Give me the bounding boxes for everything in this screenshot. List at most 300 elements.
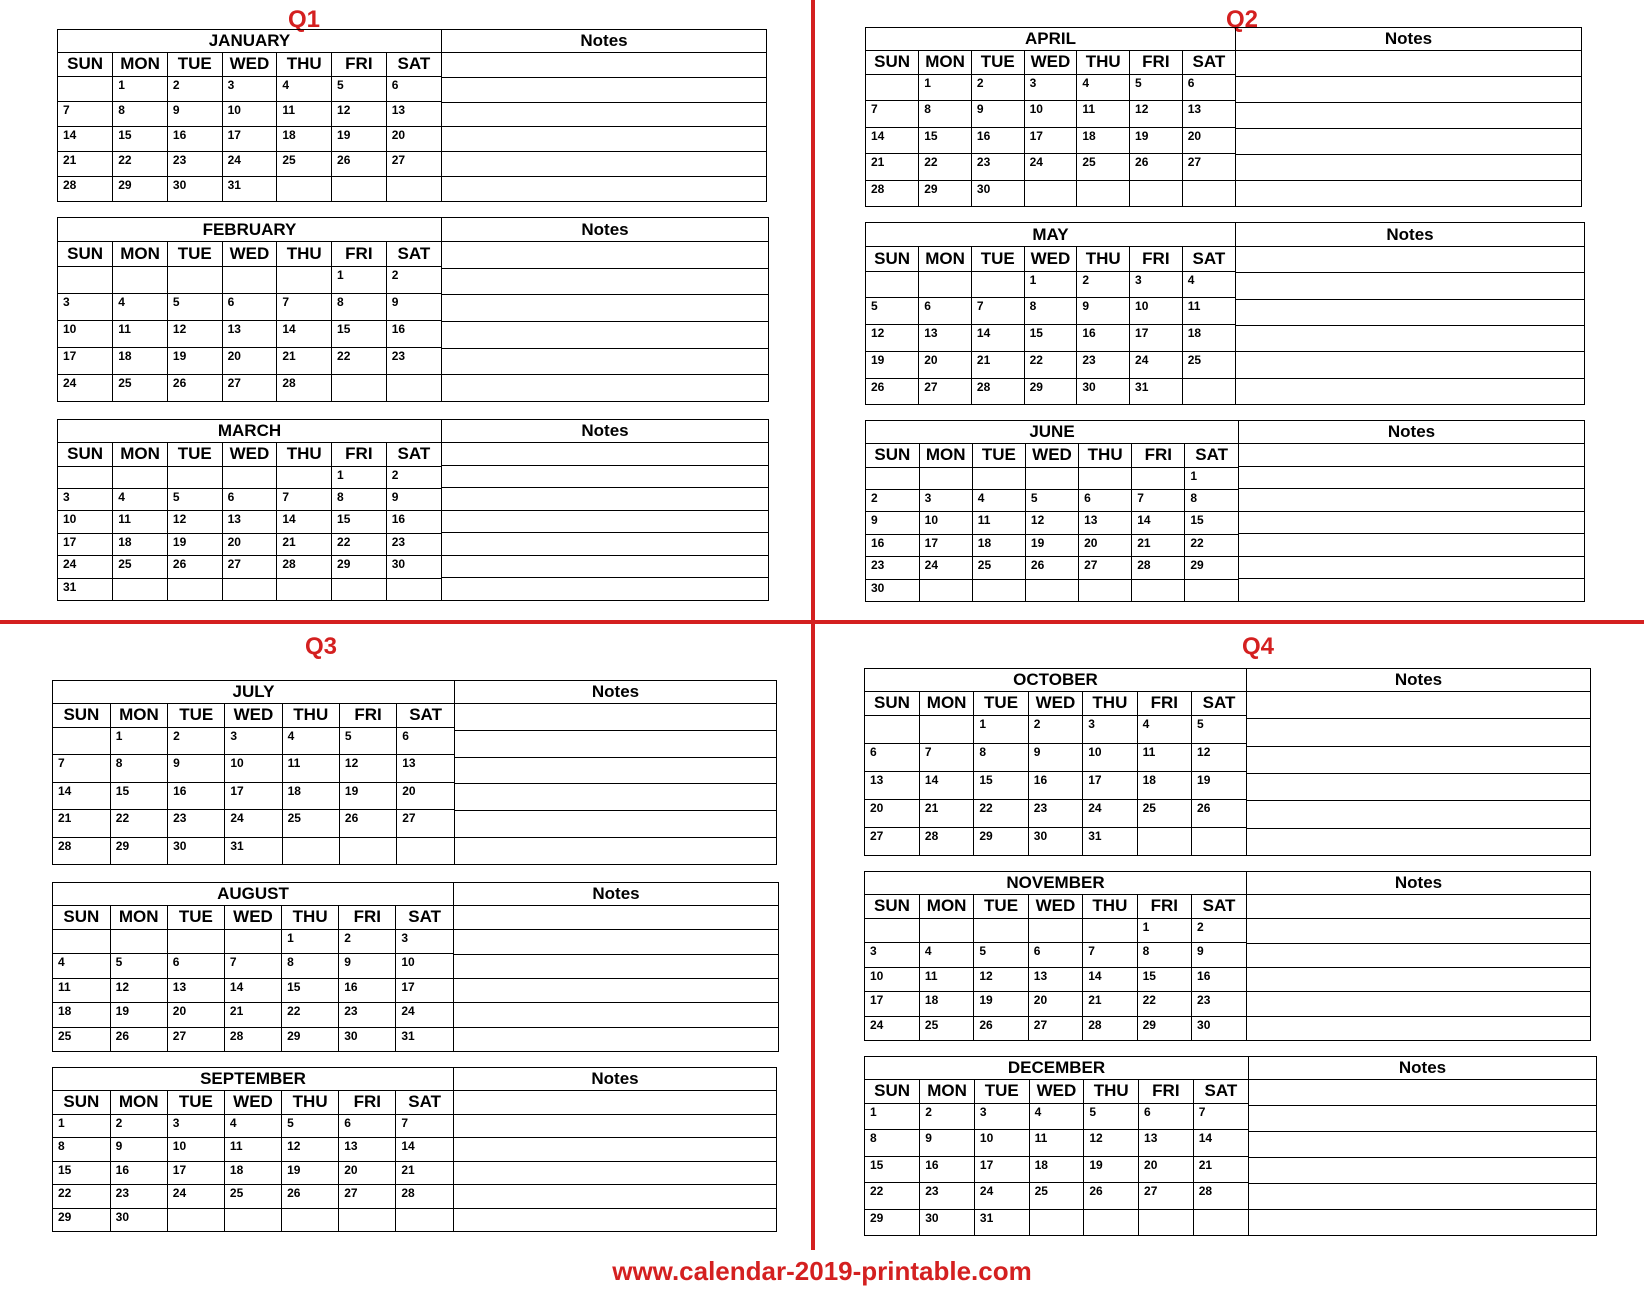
- day-cell[interactable]: 11: [1137, 743, 1191, 771]
- day-cell[interactable]: 2: [110, 1114, 167, 1138]
- day-cell[interactable]: 16: [1028, 771, 1082, 799]
- day-cell[interactable]: 26: [974, 1016, 1028, 1040]
- day-cell[interactable]: 29: [110, 837, 167, 864]
- day-cell[interactable]: 14: [53, 782, 110, 810]
- notes-line[interactable]: [454, 1028, 778, 1051]
- day-cell[interactable]: 19: [974, 992, 1028, 1017]
- day-cell[interactable]: 25: [282, 810, 339, 838]
- day-cell[interactable]: 10: [225, 755, 282, 783]
- day-cell[interactable]: 7: [58, 101, 113, 126]
- day-cell[interactable]: 1: [1137, 918, 1191, 943]
- day-cell[interactable]: 27: [167, 1027, 224, 1051]
- day-cell[interactable]: 23: [339, 1003, 396, 1028]
- day-cell[interactable]: 2: [386, 466, 441, 488]
- notes-line[interactable]: [1249, 1132, 1596, 1158]
- day-cell[interactable]: 14: [1132, 512, 1185, 534]
- notes-line[interactable]: [454, 1209, 776, 1232]
- day-cell[interactable]: 26: [332, 151, 387, 176]
- day-cell[interactable]: 17: [1130, 325, 1183, 352]
- day-cell[interactable]: 26: [866, 378, 919, 404]
- day-cell[interactable]: 28: [919, 828, 973, 855]
- day-cell[interactable]: 22: [919, 154, 972, 181]
- day-cell[interactable]: 26: [339, 810, 396, 838]
- notes-line[interactable]: [442, 127, 766, 152]
- day-cell[interactable]: 23: [386, 347, 441, 374]
- notes-area-march[interactable]: [442, 420, 768, 600]
- day-cell[interactable]: 17: [1024, 127, 1077, 154]
- notes-line[interactable]: [442, 511, 768, 534]
- notes-line[interactable]: [1249, 1106, 1596, 1132]
- day-cell[interactable]: 18: [53, 1003, 110, 1028]
- day-cell[interactable]: 16: [920, 1156, 975, 1183]
- notes-line[interactable]: [1239, 489, 1584, 512]
- day-cell[interactable]: 25: [53, 1027, 110, 1051]
- day-cell[interactable]: 8: [113, 101, 168, 126]
- day-cell[interactable]: 15: [332, 511, 387, 533]
- notes-area-june[interactable]: [1239, 421, 1584, 601]
- day-cell[interactable]: 27: [1182, 154, 1235, 181]
- day-cell[interactable]: 4: [1182, 271, 1235, 298]
- day-cell[interactable]: 5: [1084, 1103, 1139, 1130]
- notes-line[interactable]: [455, 811, 776, 838]
- day-cell[interactable]: 1: [53, 1114, 110, 1138]
- notes-line[interactable]: [454, 1003, 778, 1027]
- notes-line[interactable]: [442, 242, 768, 269]
- day-cell[interactable]: 27: [222, 556, 277, 578]
- notes-line[interactable]: [1236, 247, 1584, 273]
- notes-line[interactable]: [454, 1162, 776, 1186]
- day-cell[interactable]: 25: [1137, 800, 1191, 828]
- day-cell[interactable]: 17: [58, 347, 113, 374]
- notes-line[interactable]: [1236, 352, 1584, 378]
- day-cell[interactable]: 1: [110, 727, 167, 755]
- day-cell[interactable]: 14: [58, 126, 113, 151]
- notes-line[interactable]: [442, 349, 768, 376]
- notes-area-august[interactable]: [454, 883, 778, 1051]
- notes-line[interactable]: [442, 533, 768, 556]
- day-cell[interactable]: 11: [972, 512, 1025, 534]
- notes-line[interactable]: [1249, 1158, 1596, 1184]
- day-cell[interactable]: 28: [1193, 1183, 1248, 1210]
- day-cell[interactable]: 17: [974, 1156, 1029, 1183]
- day-cell[interactable]: 3: [167, 1114, 224, 1138]
- day-cell[interactable]: 4: [224, 1114, 281, 1138]
- day-cell[interactable]: 29: [1185, 557, 1238, 579]
- day-cell[interactable]: 19: [866, 351, 919, 378]
- day-cell[interactable]: 18: [113, 533, 168, 555]
- day-cell[interactable]: 30: [1028, 828, 1082, 855]
- day-cell[interactable]: 24: [974, 1183, 1029, 1210]
- day-cell[interactable]: 8: [865, 1130, 920, 1157]
- notes-line[interactable]: [1249, 1210, 1596, 1235]
- day-cell[interactable]: 25: [919, 1016, 973, 1040]
- day-cell[interactable]: 31: [396, 1027, 453, 1051]
- day-cell[interactable]: 1: [332, 266, 387, 293]
- day-cell[interactable]: 8: [332, 488, 387, 510]
- day-cell[interactable]: 28: [224, 1027, 281, 1051]
- notes-line[interactable]: [455, 784, 776, 811]
- day-cell[interactable]: 23: [168, 810, 225, 838]
- day-cell[interactable]: 19: [332, 126, 387, 151]
- notes-line[interactable]: [442, 488, 768, 511]
- day-cell[interactable]: 4: [113, 293, 168, 320]
- day-cell[interactable]: 12: [167, 511, 222, 533]
- notes-line[interactable]: [454, 1185, 776, 1209]
- day-cell[interactable]: 22: [974, 800, 1028, 828]
- notes-line[interactable]: [454, 979, 778, 1003]
- day-cell[interactable]: 23: [1077, 351, 1130, 378]
- day-cell[interactable]: 5: [167, 488, 222, 510]
- day-cell[interactable]: 2: [971, 74, 1024, 101]
- day-cell[interactable]: 17: [222, 126, 277, 151]
- day-cell[interactable]: 4: [1029, 1103, 1084, 1130]
- notes-line[interactable]: [442, 375, 768, 401]
- day-cell[interactable]: 1: [1185, 467, 1238, 489]
- day-cell[interactable]: 10: [1024, 101, 1077, 128]
- day-cell[interactable]: 19: [1025, 534, 1078, 556]
- day-cell[interactable]: 26: [1084, 1183, 1139, 1210]
- day-cell[interactable]: 14: [866, 127, 919, 154]
- day-cell[interactable]: 22: [1137, 992, 1191, 1017]
- day-cell[interactable]: 27: [222, 375, 277, 401]
- day-cell[interactable]: 13: [339, 1138, 396, 1162]
- day-cell[interactable]: 14: [1083, 967, 1137, 992]
- day-cell[interactable]: 22: [110, 810, 167, 838]
- day-cell[interactable]: 7: [396, 1114, 453, 1138]
- day-cell[interactable]: 26: [167, 556, 222, 578]
- day-cell[interactable]: 16: [386, 320, 441, 347]
- day-cell[interactable]: 27: [397, 810, 454, 838]
- day-cell[interactable]: 19: [167, 533, 222, 555]
- notes-line[interactable]: [442, 152, 766, 177]
- day-cell[interactable]: 5: [339, 727, 396, 755]
- day-cell[interactable]: 2: [1028, 715, 1082, 743]
- day-cell[interactable]: 21: [1193, 1156, 1248, 1183]
- notes-line[interactable]: [1236, 326, 1584, 352]
- notes-line[interactable]: [442, 322, 768, 349]
- day-cell[interactable]: 5: [1025, 489, 1078, 511]
- day-cell[interactable]: 14: [277, 320, 332, 347]
- day-cell[interactable]: 5: [866, 298, 919, 325]
- day-cell[interactable]: 20: [386, 126, 441, 151]
- day-cell[interactable]: 12: [1130, 101, 1183, 128]
- day-cell[interactable]: 10: [974, 1130, 1029, 1157]
- day-cell[interactable]: 14: [396, 1138, 453, 1162]
- notes-line[interactable]: [1236, 181, 1581, 206]
- day-cell[interactable]: 18: [1182, 325, 1235, 352]
- day-cell[interactable]: 24: [58, 375, 113, 401]
- day-cell[interactable]: 23: [1028, 800, 1082, 828]
- day-cell[interactable]: 13: [397, 755, 454, 783]
- day-cell[interactable]: 21: [919, 800, 973, 828]
- day-cell[interactable]: 29: [974, 828, 1028, 855]
- notes-line[interactable]: [454, 1138, 776, 1162]
- day-cell[interactable]: 7: [1193, 1103, 1248, 1130]
- notes-area-october[interactable]: [1247, 669, 1590, 855]
- day-cell[interactable]: 12: [167, 320, 222, 347]
- day-cell[interactable]: 9: [1077, 298, 1130, 325]
- day-cell[interactable]: 3: [1130, 271, 1183, 298]
- day-cell[interactable]: 12: [1025, 512, 1078, 534]
- day-cell[interactable]: 22: [282, 1003, 339, 1028]
- notes-line[interactable]: [1239, 444, 1584, 467]
- day-cell[interactable]: 5: [1130, 74, 1183, 101]
- day-cell[interactable]: 12: [1192, 743, 1246, 771]
- day-cell[interactable]: 17: [1083, 771, 1137, 799]
- notes-line[interactable]: [1249, 1184, 1596, 1210]
- day-cell[interactable]: 12: [1084, 1130, 1139, 1157]
- day-cell[interactable]: 10: [1130, 298, 1183, 325]
- day-cell[interactable]: 22: [53, 1185, 110, 1209]
- day-cell[interactable]: 21: [396, 1161, 453, 1185]
- day-cell[interactable]: 20: [865, 800, 919, 828]
- day-cell[interactable]: 7: [1083, 943, 1137, 968]
- day-cell[interactable]: 3: [1083, 715, 1137, 743]
- day-cell[interactable]: 31: [1083, 828, 1137, 855]
- day-cell[interactable]: 31: [974, 1209, 1029, 1235]
- day-cell[interactable]: 12: [332, 101, 387, 126]
- day-cell[interactable]: 18: [282, 782, 339, 810]
- day-cell[interactable]: 21: [866, 154, 919, 181]
- day-cell[interactable]: 31: [1130, 378, 1183, 404]
- day-cell[interactable]: 12: [282, 1138, 339, 1162]
- day-cell[interactable]: 31: [225, 837, 282, 864]
- day-cell[interactable]: 8: [1024, 298, 1077, 325]
- day-cell[interactable]: 2: [920, 1103, 975, 1130]
- notes-line[interactable]: [442, 177, 766, 201]
- day-cell[interactable]: 23: [1192, 992, 1246, 1017]
- footer-url[interactable]: www.calendar-2019-printable.com: [612, 1256, 1032, 1286]
- day-cell[interactable]: 6: [339, 1114, 396, 1138]
- day-cell[interactable]: 6: [222, 293, 277, 320]
- day-cell[interactable]: 12: [974, 967, 1028, 992]
- day-cell[interactable]: 8: [110, 755, 167, 783]
- day-cell[interactable]: 26: [1192, 800, 1246, 828]
- day-cell[interactable]: 30: [386, 556, 441, 578]
- day-cell[interactable]: 30: [1077, 378, 1130, 404]
- day-cell[interactable]: 16: [110, 1161, 167, 1185]
- day-cell[interactable]: 21: [53, 810, 110, 838]
- day-cell[interactable]: 24: [1130, 351, 1183, 378]
- day-cell[interactable]: 16: [866, 534, 919, 556]
- day-cell[interactable]: 19: [282, 1161, 339, 1185]
- day-cell[interactable]: 24: [919, 557, 972, 579]
- day-cell[interactable]: 2: [866, 489, 919, 511]
- day-cell[interactable]: 5: [974, 943, 1028, 968]
- day-cell[interactable]: 3: [225, 727, 282, 755]
- day-cell[interactable]: 30: [866, 579, 919, 601]
- notes-line[interactable]: [1236, 103, 1581, 129]
- notes-area-july[interactable]: [455, 681, 776, 864]
- day-cell[interactable]: 6: [1028, 943, 1082, 968]
- day-cell[interactable]: 23: [920, 1183, 975, 1210]
- day-cell[interactable]: 7: [919, 743, 973, 771]
- day-cell[interactable]: 7: [277, 293, 332, 320]
- day-cell[interactable]: 11: [919, 967, 973, 992]
- notes-line[interactable]: [442, 295, 768, 322]
- day-cell[interactable]: 20: [167, 1003, 224, 1028]
- notes-line[interactable]: [1236, 379, 1584, 404]
- day-cell[interactable]: 5: [332, 76, 387, 101]
- day-cell[interactable]: 11: [53, 978, 110, 1003]
- notes-line[interactable]: [1247, 919, 1590, 943]
- notes-area-september[interactable]: [454, 1068, 776, 1231]
- day-cell[interactable]: 26: [1025, 557, 1078, 579]
- day-cell[interactable]: 3: [865, 943, 919, 968]
- day-cell[interactable]: 6: [1079, 489, 1132, 511]
- day-cell[interactable]: 21: [277, 533, 332, 555]
- day-cell[interactable]: 8: [282, 954, 339, 979]
- notes-line[interactable]: [1239, 579, 1584, 601]
- day-cell[interactable]: 25: [1077, 154, 1130, 181]
- day-cell[interactable]: 25: [1182, 351, 1235, 378]
- day-cell[interactable]: 18: [1077, 127, 1130, 154]
- day-cell[interactable]: 19: [167, 347, 222, 374]
- day-cell[interactable]: 19: [1084, 1156, 1139, 1183]
- notes-line[interactable]: [454, 955, 778, 979]
- day-cell[interactable]: 27: [386, 151, 441, 176]
- day-cell[interactable]: 29: [919, 180, 972, 206]
- day-cell[interactable]: 20: [1079, 534, 1132, 556]
- day-cell[interactable]: 9: [168, 755, 225, 783]
- day-cell[interactable]: 24: [1083, 800, 1137, 828]
- notes-line[interactable]: [455, 704, 776, 731]
- day-cell[interactable]: 27: [919, 378, 972, 404]
- day-cell[interactable]: 21: [224, 1003, 281, 1028]
- day-cell[interactable]: 21: [1083, 992, 1137, 1017]
- day-cell[interactable]: 7: [277, 488, 332, 510]
- day-cell[interactable]: 28: [277, 375, 332, 401]
- day-cell[interactable]: 15: [332, 320, 387, 347]
- day-cell[interactable]: 4: [277, 76, 332, 101]
- day-cell[interactable]: 21: [58, 151, 113, 176]
- day-cell[interactable]: 24: [1024, 154, 1077, 181]
- day-cell[interactable]: 6: [1182, 74, 1235, 101]
- day-cell[interactable]: 3: [58, 293, 113, 320]
- day-cell[interactable]: 15: [919, 127, 972, 154]
- day-cell[interactable]: 4: [1137, 715, 1191, 743]
- day-cell[interactable]: 17: [396, 978, 453, 1003]
- day-cell[interactable]: 11: [1077, 101, 1130, 128]
- day-cell[interactable]: 28: [277, 556, 332, 578]
- day-cell[interactable]: 8: [1137, 943, 1191, 968]
- day-cell[interactable]: 13: [1079, 512, 1132, 534]
- day-cell[interactable]: 27: [1028, 1016, 1082, 1040]
- day-cell[interactable]: 13: [222, 511, 277, 533]
- day-cell[interactable]: 6: [397, 727, 454, 755]
- day-cell[interactable]: 18: [972, 534, 1025, 556]
- day-cell[interactable]: 22: [332, 347, 387, 374]
- notes-line[interactable]: [1236, 51, 1581, 77]
- day-cell[interactable]: 14: [224, 978, 281, 1003]
- day-cell[interactable]: 2: [386, 266, 441, 293]
- day-cell[interactable]: 6: [386, 76, 441, 101]
- day-cell[interactable]: 17: [865, 992, 919, 1017]
- notes-area-may[interactable]: [1236, 223, 1584, 404]
- day-cell[interactable]: 5: [110, 954, 167, 979]
- day-cell[interactable]: 15: [865, 1156, 920, 1183]
- day-cell[interactable]: 1: [282, 929, 339, 954]
- day-cell[interactable]: 11: [1182, 298, 1235, 325]
- notes-area-april[interactable]: [1236, 28, 1581, 206]
- day-cell[interactable]: 26: [1130, 154, 1183, 181]
- day-cell[interactable]: 11: [113, 511, 168, 533]
- notes-line[interactable]: [1236, 155, 1581, 181]
- day-cell[interactable]: 15: [974, 771, 1028, 799]
- day-cell[interactable]: 30: [1192, 1016, 1246, 1040]
- day-cell[interactable]: 23: [110, 1185, 167, 1209]
- day-cell[interactable]: 29: [53, 1208, 110, 1231]
- notes-area-november[interactable]: [1247, 872, 1590, 1040]
- day-cell[interactable]: 7: [971, 298, 1024, 325]
- day-cell[interactable]: 18: [113, 347, 168, 374]
- notes-line[interactable]: [1247, 944, 1590, 968]
- day-cell[interactable]: 11: [277, 101, 332, 126]
- day-cell[interactable]: 6: [1139, 1103, 1194, 1130]
- day-cell[interactable]: 6: [167, 954, 224, 979]
- day-cell[interactable]: 7: [866, 101, 919, 128]
- day-cell[interactable]: 14: [971, 325, 1024, 352]
- day-cell[interactable]: 13: [919, 325, 972, 352]
- day-cell[interactable]: 7: [1132, 489, 1185, 511]
- day-cell[interactable]: 29: [1137, 1016, 1191, 1040]
- day-cell[interactable]: 12: [110, 978, 167, 1003]
- day-cell[interactable]: 24: [396, 1003, 453, 1028]
- day-cell[interactable]: 19: [1130, 127, 1183, 154]
- notes-line[interactable]: [1247, 1017, 1590, 1040]
- notes-line[interactable]: [1239, 557, 1584, 580]
- day-cell[interactable]: 19: [339, 782, 396, 810]
- day-cell[interactable]: 25: [113, 556, 168, 578]
- day-cell[interactable]: 28: [971, 378, 1024, 404]
- notes-line[interactable]: [442, 578, 768, 600]
- day-cell[interactable]: 23: [386, 533, 441, 555]
- day-cell[interactable]: 30: [920, 1209, 975, 1235]
- notes-line[interactable]: [1236, 77, 1581, 103]
- day-cell[interactable]: 10: [1083, 743, 1137, 771]
- day-cell[interactable]: 20: [222, 347, 277, 374]
- day-cell[interactable]: 13: [1028, 967, 1082, 992]
- notes-line[interactable]: [1236, 300, 1584, 326]
- notes-area-january[interactable]: [442, 30, 766, 201]
- day-cell[interactable]: 29: [865, 1209, 920, 1235]
- day-cell[interactable]: 30: [167, 177, 222, 201]
- day-cell[interactable]: 16: [1077, 325, 1130, 352]
- notes-area-february[interactable]: [442, 218, 768, 401]
- day-cell[interactable]: 13: [1139, 1130, 1194, 1157]
- day-cell[interactable]: 2: [167, 76, 222, 101]
- notes-line[interactable]: [1247, 829, 1590, 855]
- day-cell[interactable]: 13: [222, 320, 277, 347]
- day-cell[interactable]: 29: [332, 556, 387, 578]
- day-cell[interactable]: 16: [167, 126, 222, 151]
- day-cell[interactable]: 30: [339, 1027, 396, 1051]
- day-cell[interactable]: 9: [167, 101, 222, 126]
- day-cell[interactable]: 20: [339, 1161, 396, 1185]
- day-cell[interactable]: 9: [920, 1130, 975, 1157]
- notes-line[interactable]: [1247, 801, 1590, 828]
- day-cell[interactable]: 19: [1192, 771, 1246, 799]
- day-cell[interactable]: 2: [1192, 918, 1246, 943]
- day-cell[interactable]: 26: [282, 1185, 339, 1209]
- notes-line[interactable]: [1249, 1080, 1596, 1106]
- day-cell[interactable]: 9: [386, 293, 441, 320]
- day-cell[interactable]: 6: [222, 488, 277, 510]
- day-cell[interactable]: 13: [167, 978, 224, 1003]
- day-cell[interactable]: 13: [386, 101, 441, 126]
- day-cell[interactable]: 18: [277, 126, 332, 151]
- day-cell[interactable]: 23: [971, 154, 1024, 181]
